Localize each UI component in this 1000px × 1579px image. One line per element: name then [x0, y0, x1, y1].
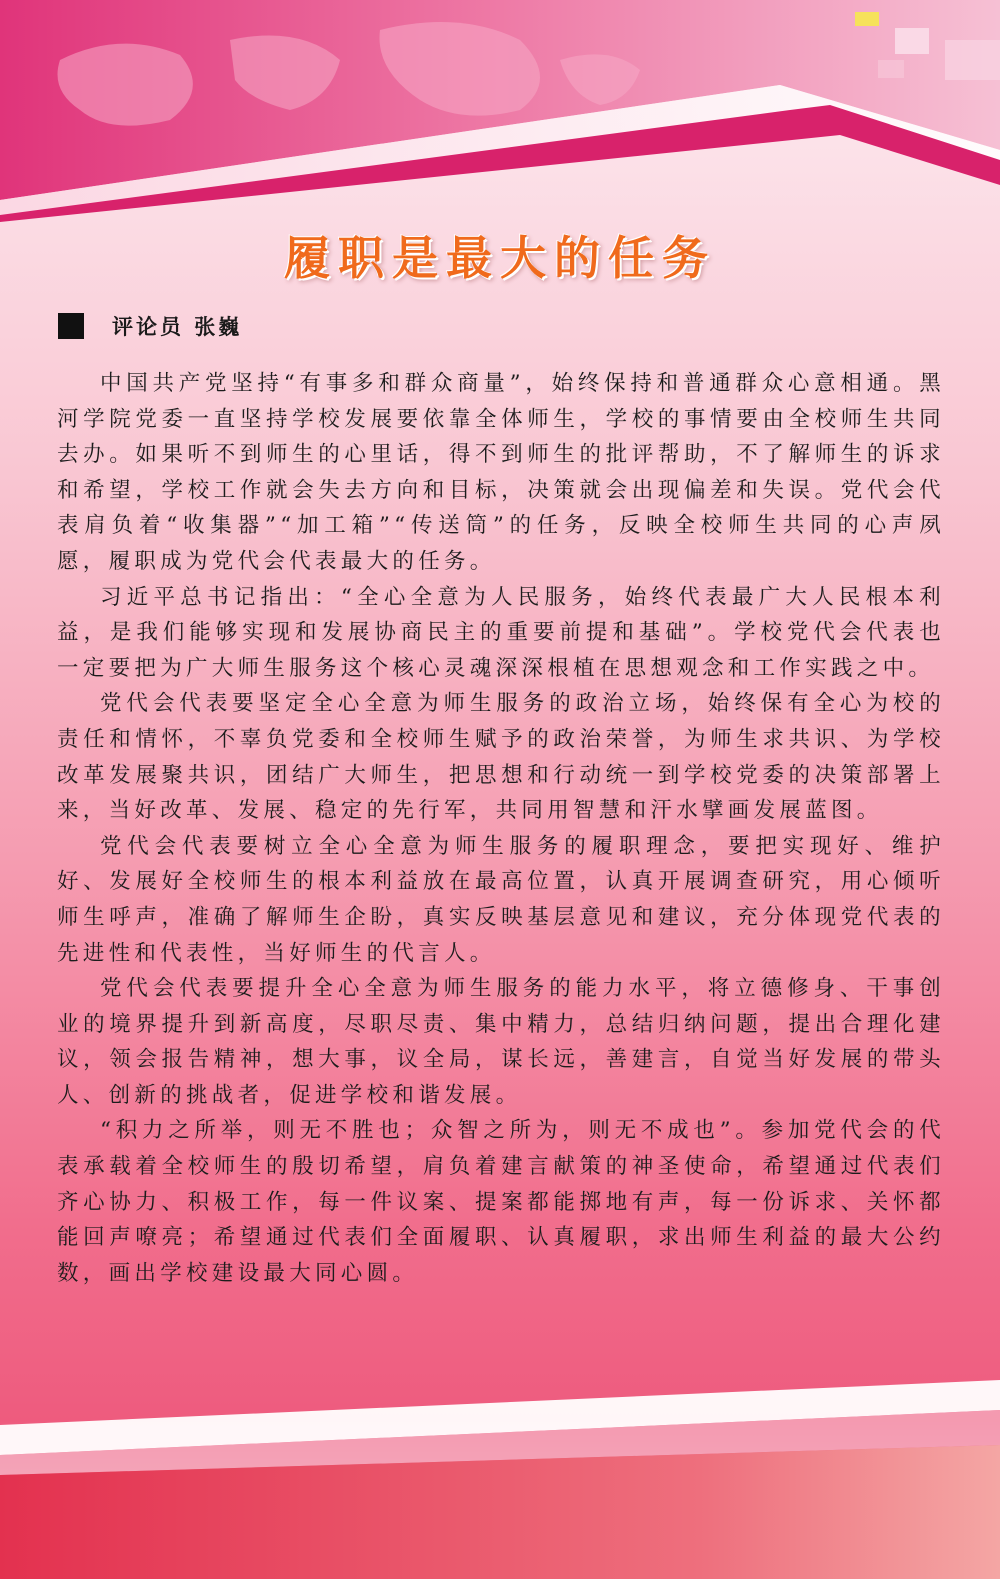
article-paragraph: 习近平总书记指出：“全心全意为人民服务，始终代表最广大人民根本利益，是我们能够实现和发展协商民主的重要前提和基础”。学校党代会代表也一定要把为广大师生服务这个核心灵魂深深根植在思想观念和工作实践之中。 — [57, 584, 945, 681]
byline-square-icon — [58, 313, 84, 339]
article-paragraph: 党代会代表要坚定全心全意为师生服务的政治立场，始终保有全心为校的责任和情怀，不辜负党委和全校师生赋予的政治荣誉，为师生求共识、为学校改革发展聚共识，团结广大师生，把思想和行动统一到学校党委的决策部署上来，当好改革、发展、稳定的先行军，共同用智慧和汗水擘画发展蓝图。 — [57, 691, 945, 824]
bottom-banner-decoration — [0, 1370, 1000, 1579]
article-paragraph: 党代会代表要树立全心全意为师生服务的履职理念，要把实现好、维护好、发展好全校师生的根本利益放在最高位置，认真开展调查研究，用心倾听师生呼声，准确了解师生企盼，真实反映基层意见和建议，充分体现党代表的先进性和代表性，当好师生的代言人。 — [57, 833, 945, 966]
byline-author: 评论员 张巍 — [112, 315, 243, 339]
article-paragraph: 中国共产党坚持“有事多和群众商量”，始终保持和普通群众心意相通。黑河学院党委一直坚持学校发展要依靠全体师生，学校的事情要由全校师生共同去办。如果听不到师生的心里话，得不到师生的批评帮助，不了解师生的诉求和希望，学校工作就会失去方向和目标，决策就会出现偏差和失误。党代会代表肩负着“收集器”“加工箱”“传送筒”的任务，反映全校师生共同的心声夙愿，履职成为党代会代表最大的任务。 — [57, 371, 945, 574]
article-title: 履职是最大的任务 — [284, 231, 716, 285]
byline — [58, 310, 242, 342]
article-body — [57, 366, 945, 1291]
article-paragraph: “积力之所举，则无不胜也；众智之所为，则无不成也”。参加党代会的代表承载着全校师生的殷切希望，肩负着建言献策的神圣使命，希望通过代表们齐心协力、积极工作，每一件议案、提案都能掷地有声，每一份诉求、关怀都能回声嘹亮；希望通过代表们全面履职、认真履职，求出师生利益的最大公约数，画出学校建设最大同心圆。 — [57, 1118, 945, 1286]
top-banner-decoration — [0, 0, 1000, 230]
article-paragraph: 党代会代表要提升全心全意为师生服务的能力水平，将立德修身、干事创业的境界提升到新高度，尽职尽责、集中精力，总结归纳问题，提出合理化建议，领会报告精神，想大事，议全局，谋长远，善建言，自觉当好发展的带头人、创新的挑战者，促进学校和谐发展。 — [57, 976, 945, 1108]
